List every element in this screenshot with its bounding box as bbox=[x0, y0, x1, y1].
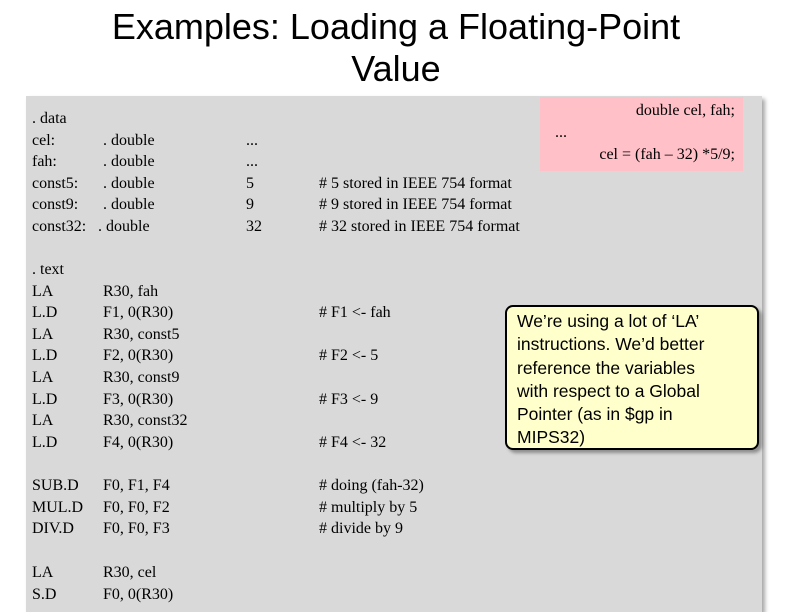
instr-op: LA bbox=[32, 283, 54, 300]
instr-args: F0, F0, F2 bbox=[103, 499, 170, 516]
data-value: 5 bbox=[246, 175, 254, 192]
note-line: Pointer (as in $gp in bbox=[517, 404, 673, 425]
instr-comment: # divide by 9 bbox=[319, 520, 403, 537]
data-type: . double bbox=[103, 153, 155, 170]
data-label: const32: bbox=[32, 218, 87, 235]
instr-op: L.D bbox=[32, 434, 58, 451]
data-type: . double bbox=[103, 196, 155, 213]
c-code-line-1: double cel, fah; bbox=[635, 102, 735, 119]
instr-op: MUL.D bbox=[32, 499, 84, 516]
instr-args: F3, 0(R30) bbox=[103, 391, 174, 408]
instr-args: F0, F1, F4 bbox=[103, 477, 170, 494]
instr-args: R30, cel bbox=[103, 564, 157, 581]
instr-comment: # multiply by 5 bbox=[319, 499, 418, 516]
data-value: 9 bbox=[246, 196, 254, 213]
data-type: . double bbox=[98, 218, 150, 235]
instr-op: L.D bbox=[32, 347, 58, 364]
data-label: fah: bbox=[32, 153, 57, 170]
data-comment: # 32 stored in IEEE 754 format bbox=[319, 218, 520, 235]
instr-args: F2, 0(R30) bbox=[103, 347, 174, 364]
instr-op: LA bbox=[32, 412, 54, 429]
instr-comment: # F2 <- 5 bbox=[319, 347, 379, 364]
data-directive: . data bbox=[32, 110, 67, 127]
instr-op: DIV.D bbox=[32, 520, 74, 537]
slide-title bbox=[0, 6, 792, 90]
instr-op: LA bbox=[32, 564, 54, 581]
data-label: const9: bbox=[32, 196, 79, 213]
title-line-1: Examples: Loading a Floating-Point bbox=[111, 6, 681, 47]
note-line: instructions. We’d better bbox=[517, 334, 705, 355]
instr-args: F0, 0(R30) bbox=[103, 586, 174, 603]
data-label: cel: bbox=[32, 132, 56, 149]
note-line: with respect to a Global bbox=[517, 380, 700, 401]
instr-args: F4, 0(R30) bbox=[103, 434, 174, 451]
text-directive: . text bbox=[32, 261, 64, 278]
data-type: . double bbox=[103, 175, 155, 192]
data-label: const5: bbox=[32, 175, 79, 192]
instr-args: F0, F0, F3 bbox=[103, 520, 170, 537]
instr-args: R30, fah bbox=[103, 283, 159, 300]
note-line: reference the variables bbox=[517, 357, 696, 378]
instr-args: R30, const5 bbox=[103, 326, 180, 343]
data-type: . double bbox=[103, 132, 155, 149]
note-line: We’re using a lot of ‘LA’ bbox=[517, 311, 700, 331]
instr-comment: # F3 <- 9 bbox=[319, 391, 379, 408]
note-line: MIPS32) bbox=[517, 427, 586, 448]
instr-comment: # doing (fah-32) bbox=[319, 477, 424, 494]
c-code-box bbox=[540, 97, 743, 171]
instr-op: L.D bbox=[32, 304, 58, 321]
data-value: 32 bbox=[246, 218, 262, 235]
title-line-2: Value bbox=[351, 48, 441, 89]
instr-op: SUB.D bbox=[32, 477, 79, 494]
instr-op: S.D bbox=[32, 586, 57, 603]
data-value: ... bbox=[246, 132, 258, 149]
instr-comment: # F4 <- 32 bbox=[319, 434, 387, 451]
callout-note bbox=[505, 305, 759, 450]
instr-args: F1, 0(R30) bbox=[103, 304, 174, 321]
instr-op: L.D bbox=[32, 391, 58, 408]
instr-op: LA bbox=[32, 326, 54, 343]
data-comment: # 5 stored in IEEE 754 format bbox=[319, 175, 512, 192]
instr-args: R30, const9 bbox=[103, 369, 180, 386]
instr-comment: # F1 <- fah bbox=[319, 304, 391, 321]
instr-args: R30, const32 bbox=[103, 412, 188, 429]
data-comment: # 9 stored in IEEE 754 format bbox=[319, 196, 512, 213]
c-code-line-2: ... bbox=[555, 124, 567, 141]
instr-op: LA bbox=[32, 369, 54, 386]
c-code-line-3: cel = (fah – 32) *5/9; bbox=[599, 146, 735, 163]
data-value: ... bbox=[246, 153, 258, 170]
